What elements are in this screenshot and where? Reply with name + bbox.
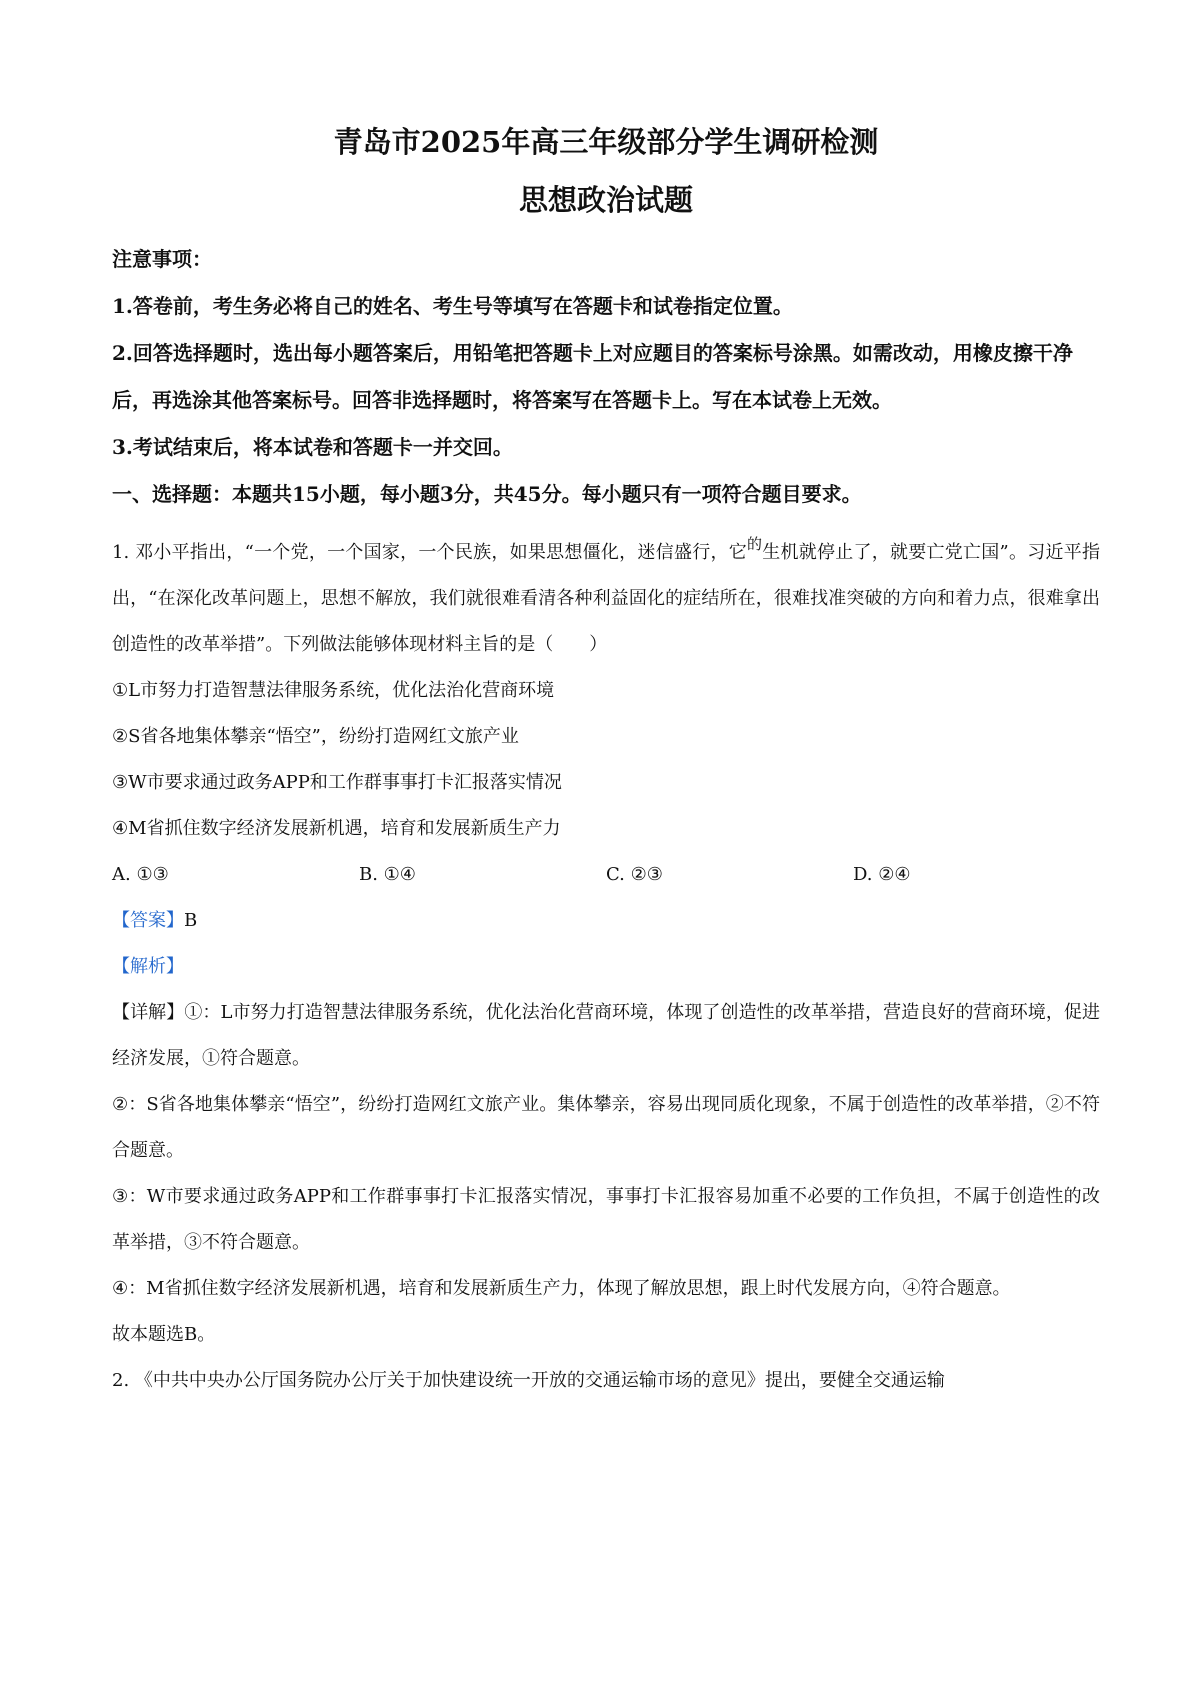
notice-section bbox=[112, 236, 1100, 518]
question-2-stem: 2. 《中共中央办公厅国务院办公厅关于加快建设统一开放的交通运输市场的意见》提出，要健全交通运输 bbox=[112, 1370, 945, 1391]
explanation-1-text: ①：L市努力打造智慧法律服务系统，优化法治化营商环境，体现了创造性的改革举措，营造良好的营商环境，促进经济发展，①符合题意。 bbox=[112, 1002, 1101, 1069]
question-1-stem-raised-char: 的 bbox=[746, 535, 763, 553]
question-1-statement-4: ④M省抓住数字经济发展新机遇，培育和发展新质生产力 bbox=[112, 818, 561, 839]
conclusion: 故本题选B。 bbox=[112, 1324, 216, 1345]
question-1-stem-part-a: 1. 邓小平指出，“一个党，一个国家，一个民族，如果思想僵化，迷信盛行，它 bbox=[112, 542, 747, 563]
choice-d: D. ②④ bbox=[853, 864, 911, 885]
question-1 bbox=[112, 530, 1100, 1358]
question-1-choices bbox=[112, 852, 1100, 898]
notice-heading: 注意事项： bbox=[112, 247, 212, 271]
notice-item-2: 2.回答选择题时，选出每小题答案后，用铅笔把答题卡上对应题目的答案标号涂黑。如需改动，用橡皮擦干净后，再选涂其他答案标号。回答非选择题时，将答案写在答题卡上。写在本试卷上无效。 bbox=[112, 341, 1073, 412]
explanation-block bbox=[112, 990, 1100, 1358]
answer-tag: 【答案】 bbox=[112, 910, 184, 931]
question-1-statement-2: ②S省各地集体攀亲“悟空”，纷纷打造网红文旅产业 bbox=[112, 726, 519, 747]
question-1-statement-3: ③W市要求通过政务APP和工作群事事打卡汇报落实情况 bbox=[112, 772, 562, 793]
question-1-stem bbox=[112, 530, 1100, 668]
analysis-heading bbox=[112, 944, 1100, 990]
explanation-2: ②：S省各地集体攀亲“悟空”，纷纷打造网红文旅产业。集体攀亲，容易出现同质化现象，不属于创造性的改革举措，②不符合题意。 bbox=[112, 1094, 1100, 1161]
explanation-1 bbox=[112, 990, 1100, 1082]
choice-b: B. ①④ bbox=[359, 864, 416, 885]
notice-item-3: 3.考试结束后，将本试卷和答题卡一并交回。 bbox=[112, 435, 513, 459]
question-1-stem-part-b: 生机就停止了，就要亡党亡国”。习近平指出，“在深化改革问题上，思想不解放，我们就很难看清各种利益固化的症结所在，很难找准突破的方向和着力点，很难拿出创造性的改革举措”。下列做法能够体现材料主旨的是（ ） bbox=[112, 542, 1100, 655]
explanation-4: ④：M省抓住数字经济发展新机遇，培育和发展新质生产力，体现了解放思想，跟上时代发展方向，④符合题意。 bbox=[112, 1278, 1011, 1299]
notice-item-1: 1.答卷前，考生务必将自己的姓名、考生号等填写在答题卡和试卷指定位置。 bbox=[112, 294, 793, 318]
exam-title: 青岛市2025年高三年级部分学生调研检测 bbox=[333, 125, 879, 159]
explanation-3: ③：W市要求通过政务APP和工作群事事打卡汇报落实情况，事事打卡汇报容易加重不必要的工作负担，不属于创造性的改革举措，③不符合题意。 bbox=[112, 1186, 1100, 1253]
question-2 bbox=[112, 1358, 1100, 1404]
section-heading: 一、选择题：本题共15小题，每小题3分，共45分。每小题只有一项符合题目要求。 bbox=[112, 482, 862, 506]
exam-subject: 思想政治试题 bbox=[518, 183, 693, 217]
choice-c: C. ②③ bbox=[606, 864, 663, 885]
analysis-tag: 【解析】 bbox=[112, 956, 184, 977]
question-1-statement-1: ①L市努力打造智慧法律服务系统，优化法治化营商环境 bbox=[112, 680, 555, 701]
answer-line bbox=[112, 898, 1100, 944]
detail-tag: 【详解】 bbox=[112, 1002, 185, 1023]
answer-value: B bbox=[184, 910, 198, 931]
choice-a: A. ①③ bbox=[112, 864, 169, 885]
